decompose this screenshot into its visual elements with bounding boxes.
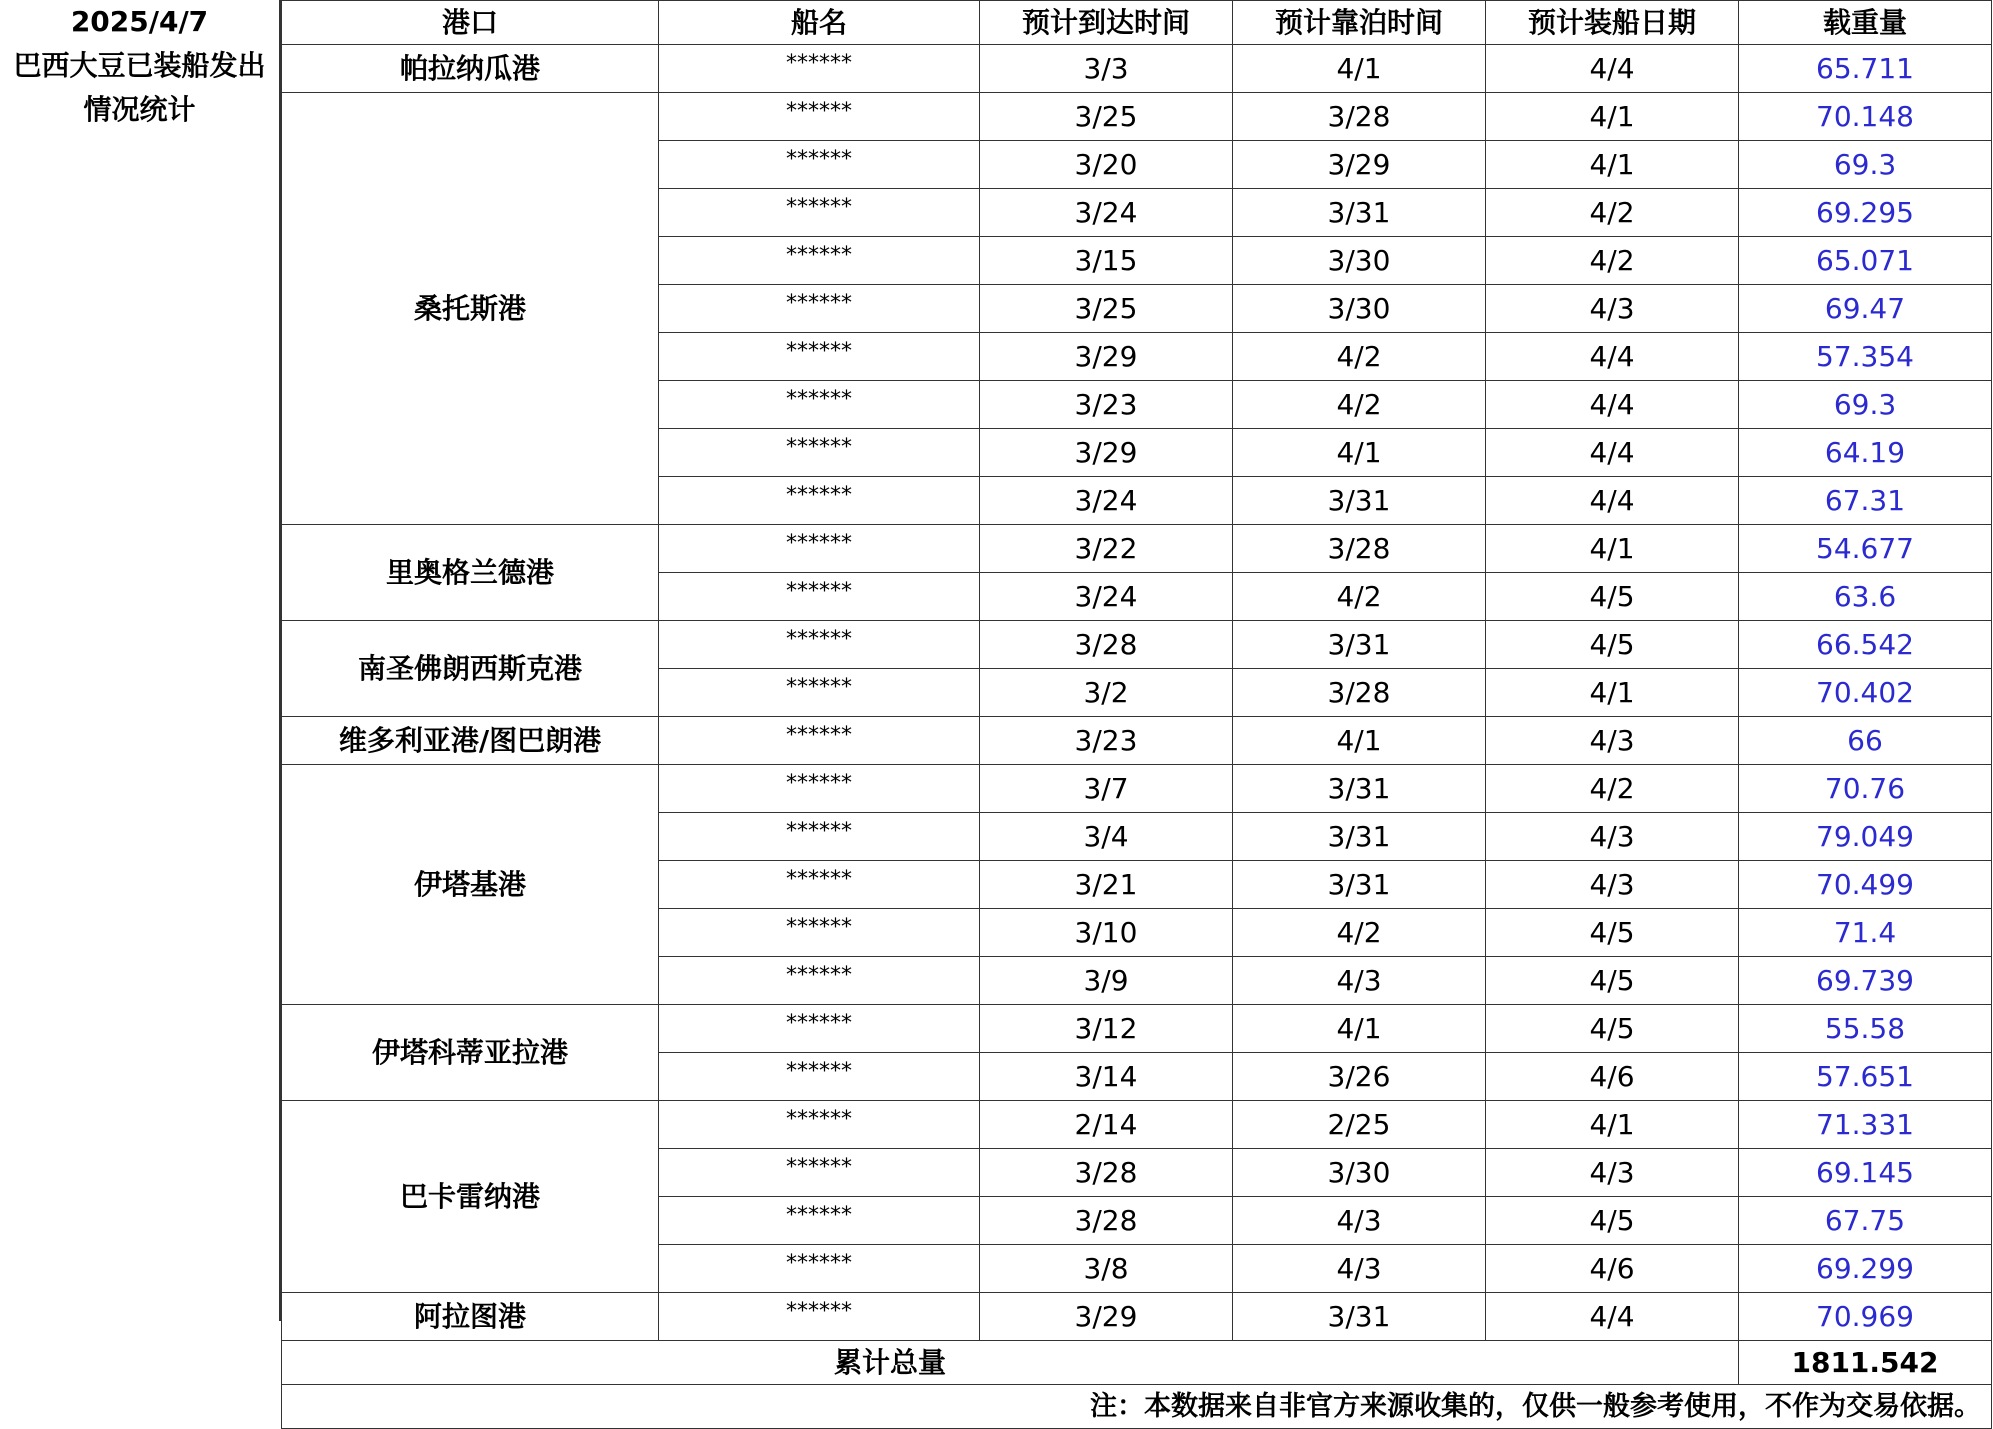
weight-cell: 65.711 — [1739, 45, 1992, 93]
arrive-cell: 3/3 — [980, 45, 1233, 93]
weight-cell: 71.4 — [1739, 909, 1992, 957]
weight-cell: 70.148 — [1739, 93, 1992, 141]
load-cell: 4/6 — [1486, 1053, 1739, 1101]
port-cell: 伊塔科蒂亚拉港 — [282, 1005, 659, 1101]
arrive-cell: 3/29 — [980, 333, 1233, 381]
arrive-cell: 3/24 — [980, 189, 1233, 237]
load-cell: 4/2 — [1486, 765, 1739, 813]
arrive-cell: 3/28 — [980, 1149, 1233, 1197]
ship-cell: ****** — [659, 237, 980, 285]
berth-cell: 3/31 — [1233, 477, 1486, 525]
load-cell: 4/6 — [1486, 1245, 1739, 1293]
berth-cell: 3/31 — [1233, 189, 1486, 237]
table-row — [282, 1293, 1992, 1341]
header-port: 港口 — [282, 1, 659, 45]
berth-cell: 3/30 — [1233, 285, 1486, 333]
port-cell: 阿拉图港 — [282, 1293, 659, 1341]
ship-cell: ****** — [659, 333, 980, 381]
arrive-cell: 3/29 — [980, 429, 1233, 477]
port-cell: 巴卡雷纳港 — [282, 1101, 659, 1293]
header-ship: 船名 — [659, 1, 980, 45]
berth-cell: 3/28 — [1233, 669, 1486, 717]
weight-cell: 69.3 — [1739, 141, 1992, 189]
weight-cell: 66.542 — [1739, 621, 1992, 669]
load-cell: 4/3 — [1486, 1149, 1739, 1197]
berth-cell: 4/1 — [1233, 1005, 1486, 1053]
arrive-cell: 3/25 — [980, 285, 1233, 333]
arrive-cell: 3/28 — [980, 621, 1233, 669]
weight-cell: 70.76 — [1739, 765, 1992, 813]
disclaimer-note: 注：本数据来自非官方来源收集的，仅供一般参考使用，不作为交易依据。 — [282, 1385, 1992, 1429]
berth-cell: 3/31 — [1233, 813, 1486, 861]
weight-cell: 69.295 — [1739, 189, 1992, 237]
load-cell: 4/5 — [1486, 1005, 1739, 1053]
arrive-cell: 3/24 — [980, 573, 1233, 621]
table-row — [282, 765, 1992, 813]
table-row — [282, 93, 1992, 141]
weight-cell: 69.739 — [1739, 957, 1992, 1005]
berth-cell: 4/3 — [1233, 1197, 1486, 1245]
berth-cell: 3/31 — [1233, 861, 1486, 909]
arrive-cell: 3/20 — [980, 141, 1233, 189]
berth-cell: 3/31 — [1233, 765, 1486, 813]
load-cell: 4/4 — [1486, 429, 1739, 477]
ship-cell: ****** — [659, 1293, 980, 1341]
report-title: 巴西大豆已装船发出情况统计 — [13, 49, 266, 126]
arrive-cell: 3/21 — [980, 861, 1233, 909]
arrive-cell: 3/8 — [980, 1245, 1233, 1293]
header-weight: 载重量 — [1739, 1, 1992, 45]
port-cell: 桑托斯港 — [282, 93, 659, 525]
weight-cell: 63.6 — [1739, 573, 1992, 621]
ship-cell: ****** — [659, 525, 980, 573]
table-row — [282, 621, 1992, 669]
weight-cell: 71.331 — [1739, 1101, 1992, 1149]
arrive-cell: 3/23 — [980, 381, 1233, 429]
ship-cell: ****** — [659, 189, 980, 237]
weight-cell: 69.299 — [1739, 1245, 1992, 1293]
load-cell: 4/2 — [1486, 237, 1739, 285]
load-cell: 4/4 — [1486, 381, 1739, 429]
berth-cell: 4/1 — [1233, 45, 1486, 93]
load-cell: 4/4 — [1486, 477, 1739, 525]
ship-cell: ****** — [659, 909, 980, 957]
weight-cell: 79.049 — [1739, 813, 1992, 861]
weight-cell: 66 — [1739, 717, 1992, 765]
ship-cell: ****** — [659, 813, 980, 861]
load-cell: 4/5 — [1486, 573, 1739, 621]
weight-cell: 64.19 — [1739, 429, 1992, 477]
berth-cell: 3/31 — [1233, 1293, 1486, 1341]
port-cell: 伊塔基港 — [282, 765, 659, 1005]
ship-cell: ****** — [659, 429, 980, 477]
load-cell: 4/4 — [1486, 45, 1739, 93]
port-cell: 维多利亚港/图巴朗港 — [282, 717, 659, 765]
weight-cell: 57.354 — [1739, 333, 1992, 381]
ship-cell: ****** — [659, 141, 980, 189]
arrive-cell: 3/25 — [980, 93, 1233, 141]
ship-cell: ****** — [659, 1005, 980, 1053]
table-row — [282, 1005, 1992, 1053]
arrive-cell: 3/22 — [980, 525, 1233, 573]
load-cell: 4/3 — [1486, 717, 1739, 765]
sidebar-title-panel — [0, 0, 281, 1321]
berth-cell: 3/26 — [1233, 1053, 1486, 1101]
header-row — [282, 1, 1992, 45]
arrive-cell: 2/14 — [980, 1101, 1233, 1149]
arrive-cell: 3/24 — [980, 477, 1233, 525]
berth-cell: 4/1 — [1233, 717, 1486, 765]
berth-cell: 4/2 — [1233, 573, 1486, 621]
table-body — [282, 45, 1992, 1341]
berth-cell: 4/1 — [1233, 429, 1486, 477]
berth-cell: 4/2 — [1233, 381, 1486, 429]
ship-cell: ****** — [659, 1101, 980, 1149]
arrive-cell: 3/28 — [980, 1197, 1233, 1245]
arrive-cell: 3/2 — [980, 669, 1233, 717]
ship-cell: ****** — [659, 717, 980, 765]
load-cell: 4/1 — [1486, 93, 1739, 141]
arrive-cell: 3/15 — [980, 237, 1233, 285]
report-date: 2025/4/7 — [70, 5, 209, 38]
berth-cell: 3/30 — [1233, 1149, 1486, 1197]
header-load: 预计装船日期 — [1486, 1, 1739, 45]
arrive-cell: 3/23 — [980, 717, 1233, 765]
arrive-cell: 3/9 — [980, 957, 1233, 1005]
total-label: 累计总量 — [282, 1341, 1739, 1385]
weight-cell: 55.58 — [1739, 1005, 1992, 1053]
ship-cell: ****** — [659, 621, 980, 669]
ship-cell: ****** — [659, 285, 980, 333]
table-row — [282, 1101, 1992, 1149]
weight-cell: 70.499 — [1739, 861, 1992, 909]
ship-cell: ****** — [659, 1149, 980, 1197]
weight-cell: 67.75 — [1739, 1197, 1992, 1245]
berth-cell: 4/3 — [1233, 1245, 1486, 1293]
load-cell: 4/3 — [1486, 285, 1739, 333]
weight-cell: 70.402 — [1739, 669, 1992, 717]
ship-cell: ****** — [659, 1245, 980, 1293]
port-cell: 里奥格兰德港 — [282, 525, 659, 621]
load-cell: 4/2 — [1486, 189, 1739, 237]
load-cell: 4/5 — [1486, 909, 1739, 957]
weight-cell: 65.071 — [1739, 237, 1992, 285]
load-cell: 4/4 — [1486, 333, 1739, 381]
ship-cell: ****** — [659, 669, 980, 717]
weight-cell: 69.145 — [1739, 1149, 1992, 1197]
weight-cell: 67.31 — [1739, 477, 1992, 525]
note-row — [282, 1385, 1992, 1429]
weight-cell: 69.3 — [1739, 381, 1992, 429]
load-cell: 4/1 — [1486, 141, 1739, 189]
shipment-table — [281, 0, 1992, 1429]
berth-cell: 3/29 — [1233, 141, 1486, 189]
arrive-cell: 3/7 — [980, 765, 1233, 813]
ship-cell: ****** — [659, 1053, 980, 1101]
header-arrive: 预计到达时间 — [980, 1, 1233, 45]
header-berth: 预计靠泊时间 — [1233, 1, 1486, 45]
berth-cell: 2/25 — [1233, 1101, 1486, 1149]
port-cell: 帕拉纳瓜港 — [282, 45, 659, 93]
port-cell: 南圣佛朗西斯克港 — [282, 621, 659, 717]
ship-cell: ****** — [659, 477, 980, 525]
ship-cell: ****** — [659, 765, 980, 813]
total-value: 1811.542 — [1739, 1341, 1992, 1385]
ship-cell: ****** — [659, 573, 980, 621]
arrive-cell: 3/10 — [980, 909, 1233, 957]
load-cell: 4/3 — [1486, 813, 1739, 861]
load-cell: 4/3 — [1486, 861, 1739, 909]
load-cell: 4/1 — [1486, 525, 1739, 573]
load-cell: 4/1 — [1486, 669, 1739, 717]
load-cell: 4/4 — [1486, 1293, 1739, 1341]
berth-cell: 3/30 — [1233, 237, 1486, 285]
ship-cell: ****** — [659, 861, 980, 909]
table-row — [282, 525, 1992, 573]
load-cell: 4/1 — [1486, 1101, 1739, 1149]
ship-cell: ****** — [659, 93, 980, 141]
berth-cell: 3/31 — [1233, 621, 1486, 669]
ship-cell: ****** — [659, 381, 980, 429]
weight-cell: 70.969 — [1739, 1293, 1992, 1341]
total-row — [282, 1341, 1992, 1385]
table-row — [282, 45, 1992, 93]
berth-cell: 3/28 — [1233, 93, 1486, 141]
load-cell: 4/5 — [1486, 1197, 1739, 1245]
weight-cell: 57.651 — [1739, 1053, 1992, 1101]
load-cell: 4/5 — [1486, 957, 1739, 1005]
arrive-cell: 3/14 — [980, 1053, 1233, 1101]
arrive-cell: 3/4 — [980, 813, 1233, 861]
ship-cell: ****** — [659, 1197, 980, 1245]
load-cell: 4/5 — [1486, 621, 1739, 669]
berth-cell: 3/28 — [1233, 525, 1486, 573]
weight-cell: 54.677 — [1739, 525, 1992, 573]
berth-cell: 4/3 — [1233, 957, 1486, 1005]
table-row — [282, 717, 1992, 765]
berth-cell: 4/2 — [1233, 333, 1486, 381]
weight-cell: 69.47 — [1739, 285, 1992, 333]
arrive-cell: 3/12 — [980, 1005, 1233, 1053]
berth-cell: 4/2 — [1233, 909, 1486, 957]
ship-cell: ****** — [659, 45, 980, 93]
ship-cell: ****** — [659, 957, 980, 1005]
arrive-cell: 3/29 — [980, 1293, 1233, 1341]
